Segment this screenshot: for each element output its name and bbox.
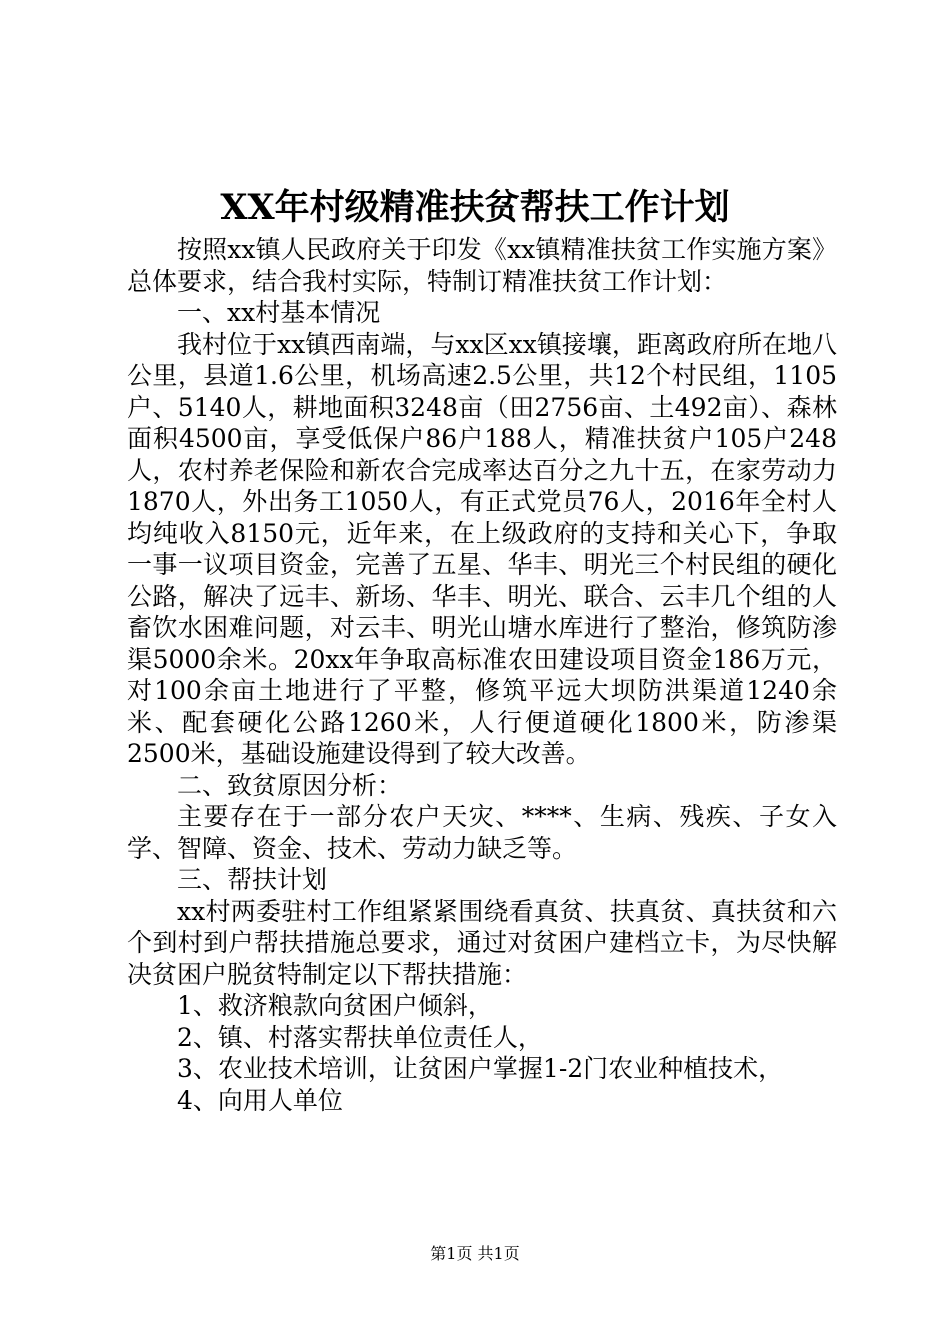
document-title: XX年村级精准扶贫帮扶工作计划 [220, 187, 730, 228]
list-item-measure-4: 4、向用人单位 [177, 1085, 343, 1115]
list-item-measure-2: 2、镇、村落实帮扶单位责任人， [177, 1022, 543, 1052]
heading-basic-situation: 一、xx村基本情况 [177, 298, 381, 327]
list-item-measure-3: 3、农业技术培训，让贫困户掌握1-2门农业种植技术， [177, 1054, 784, 1083]
page-footer: 第1页 共1页 [430, 1244, 520, 1263]
heading-assistance-plan: 三、帮扶计划 [177, 865, 328, 894]
paragraph-assistance-plan: xx村两委驻村工作组紧紧围绕看真贫、扶真贫、真扶贫和六个到村到户帮扶措施总要求，通过对贫困户建档立卡，为尽快解决贫困户脱贫特制定以下帮扶措施： [127, 896, 837, 989]
document-body [127, 234, 837, 1116]
paragraph-intro: 按照xx镇人民政府关于印发《xx镇精准扶贫工作实施方案》总体要求，结合我村实际，特制订精准扶贫工作计划： [127, 235, 837, 296]
paragraph-poverty-causes: 主要存在于一部分农户天灾、****、生病、残疾、子女入学、智障、资金、技术、劳动力缺乏等。 [127, 802, 837, 863]
heading-poverty-causes: 二、致贫原因分析： [177, 770, 403, 800]
paragraph-basic-situation: 我村位于xx镇西南端，与xx区xx镇接壤，距离政府所在地八公里，县道1.6公里，机场高速2.5公里，共12个村民组，1105户、5140人，耕地面积3248亩（田2756亩、土492亩）、森林面积4500亩，享受低保户86户188人，精准扶贫户105户248人，农村养老保险和新农合完成率达百分之九十五，在家劳动力1870人，外出务工1050人，有正式党员76人，2016年全村人均纯收入8150元，近年来，在上级政府的支持和关心下，争取一事一议项目资金，完善了五星、华丰、明光三个村民组的硬化公路，解决了远丰、新场、华丰、明光、联合、云丰几个组的人畜饮水困难问题，对云丰、明光山塘水库进行了整治，修筑防渗渠5000余米。20xx年争取高标准农田建设项目资金186万元，对100余亩土地进行了平整，修筑平远大坝防洪渠道1240余米、配套硬化公路1260米，人行便道硬化1800米，防渗渠2500米，基础设施建设得到了较大改善。 [127, 329, 837, 768]
list-item-measure-1: 1、救济粮款向贫困户倾斜， [177, 991, 493, 1020]
